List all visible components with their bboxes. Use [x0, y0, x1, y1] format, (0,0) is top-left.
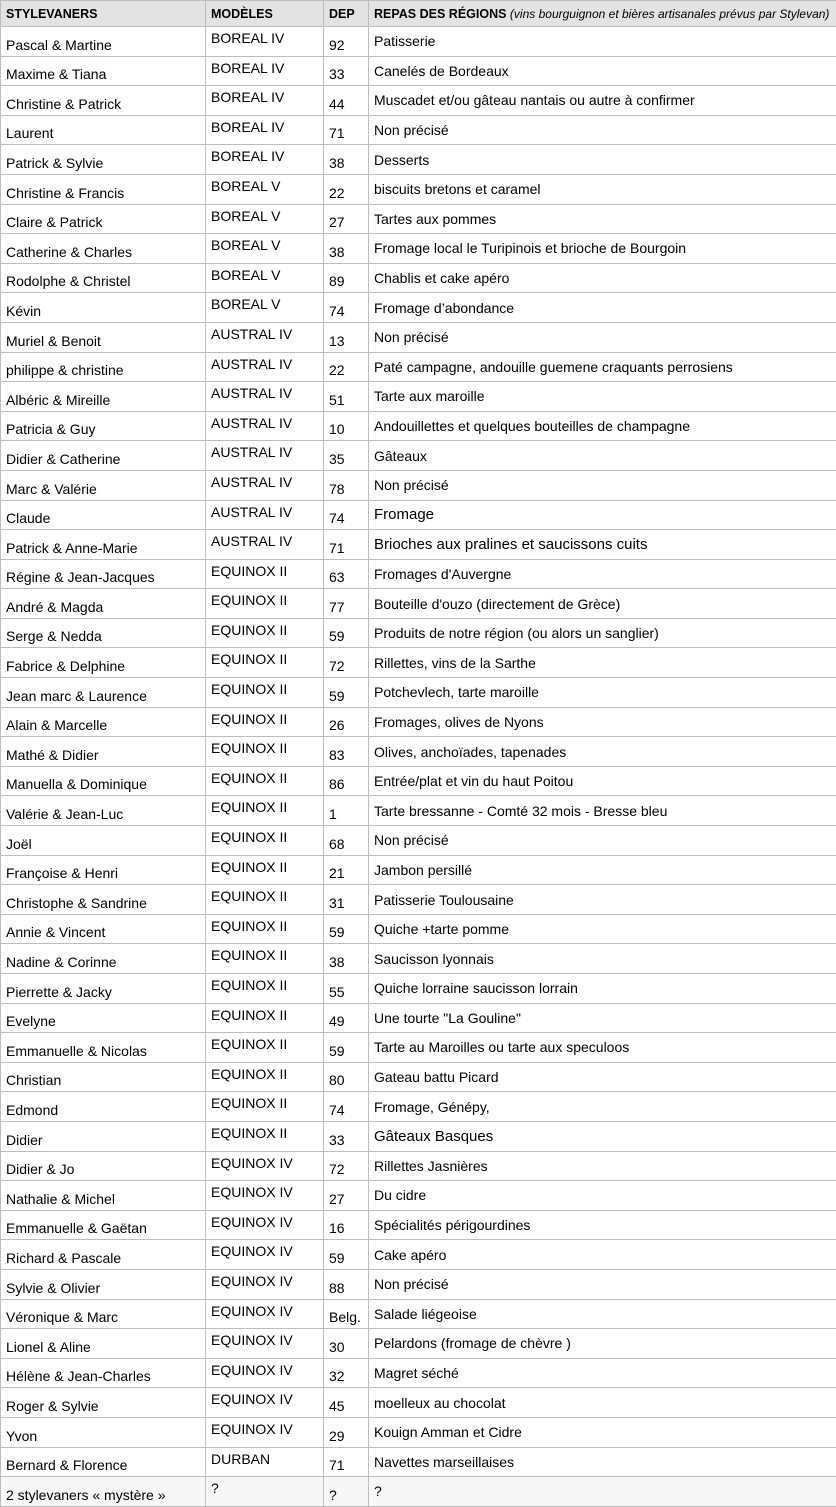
cell-model: BOREAL IV: [206, 145, 324, 175]
cell-model: EQUINOX IV: [206, 1299, 324, 1329]
cell-model: ?: [206, 1477, 324, 1507]
cell-model: EQUINOX II: [206, 1003, 324, 1033]
cell-repas: Kouign Amman et Cidre: [369, 1417, 836, 1447]
cell-dep: 77: [324, 589, 369, 619]
cell-model: EQUINOX II: [206, 737, 324, 767]
cell-stylevaner: Nathalie & Michel: [1, 1181, 206, 1211]
cell-stylevaner: Didier & Jo: [1, 1151, 206, 1181]
cell-repas: Gâteaux: [369, 441, 836, 471]
cell-dep: Belg.: [324, 1299, 369, 1329]
cell-model: BOREAL IV: [206, 27, 324, 57]
cell-model: BOREAL V: [206, 204, 324, 234]
table-row: [1, 1240, 836, 1270]
header-repas-note: (vins bourguignon et bières artisanales prévus par Stylevan): [510, 7, 830, 21]
cell-stylevaner: Hélène & Jean-Charles: [1, 1358, 206, 1388]
cell-model: BOREAL IV: [206, 86, 324, 116]
cell-stylevaner: Claude: [1, 500, 206, 530]
cell-dep: 72: [324, 648, 369, 678]
cell-repas: Desserts: [369, 145, 836, 175]
cell-stylevaner: Serge & Nedda: [1, 618, 206, 648]
cell-stylevaner: Régine & Jean-Jacques: [1, 559, 206, 589]
cell-stylevaner: Patrick & Sylvie: [1, 145, 206, 175]
cell-repas: Saucisson lyonnais: [369, 944, 836, 974]
cell-repas: Gateau battu Picard: [369, 1062, 836, 1092]
cell-model: EQUINOX IV: [206, 1388, 324, 1418]
cell-dep: ?: [324, 1477, 369, 1507]
cell-stylevaner: philippe & christine: [1, 352, 206, 382]
cell-dep: 31: [324, 885, 369, 915]
cell-repas: Salade liégeoise: [369, 1299, 836, 1329]
cell-dep: 59: [324, 1240, 369, 1270]
cell-model: EQUINOX II: [206, 826, 324, 856]
cell-model: EQUINOX IV: [206, 1151, 324, 1181]
cell-model: AUSTRAL IV: [206, 411, 324, 441]
cell-stylevaner: 2 stylevaners « mystère »: [1, 1477, 206, 1507]
table-row: [1, 1299, 836, 1329]
cell-repas: Tarte bressanne - Comté 32 mois - Bresse bleu: [369, 796, 836, 826]
cell-model: EQUINOX II: [206, 589, 324, 619]
cell-stylevaner: Kévin: [1, 293, 206, 323]
cell-stylevaner: Evelyne: [1, 1003, 206, 1033]
table-row: [1, 411, 836, 441]
cell-model: BOREAL IV: [206, 56, 324, 86]
cell-model: BOREAL V: [206, 234, 324, 264]
cell-dep: 27: [324, 1181, 369, 1211]
table-row: [1, 1358, 836, 1388]
cell-model: EQUINOX II: [206, 944, 324, 974]
cell-stylevaner: Roger & Sylvie: [1, 1388, 206, 1418]
cell-stylevaner: Jean marc & Laurence: [1, 678, 206, 708]
cell-repas: Produits de notre région (ou alors un sanglier): [369, 618, 836, 648]
cell-repas: moelleux au chocolat: [369, 1388, 836, 1418]
table-row: [1, 559, 836, 589]
cell-model: EQUINOX II: [206, 1062, 324, 1092]
table-row: [1, 678, 836, 708]
table-row: [1, 1062, 836, 1092]
cell-repas: Fromage local le Turipinois et brioche de Bourgoin: [369, 234, 836, 264]
cell-dep: 89: [324, 263, 369, 293]
table-row: [1, 174, 836, 204]
cell-dep: 26: [324, 707, 369, 737]
cell-stylevaner: Lionel & Aline: [1, 1329, 206, 1359]
table-row: [1, 589, 836, 619]
cell-stylevaner: Albéric & Mireille: [1, 382, 206, 412]
header-repas-label: REPAS DES RÉGIONS: [374, 7, 506, 21]
cell-repas: Navettes marseillaises: [369, 1447, 836, 1477]
table-row: [1, 86, 836, 116]
cell-dep: 71: [324, 1447, 369, 1477]
cell-model: EQUINOX IV: [206, 1181, 324, 1211]
cell-dep: 33: [324, 1121, 369, 1151]
cell-repas: Fromages d'Auvergne: [369, 559, 836, 589]
cell-dep: 29: [324, 1417, 369, 1447]
cell-repas: Paté campagne, andouille guemene craquants perrosiens: [369, 352, 836, 382]
cell-stylevaner: Muriel & Benoit: [1, 322, 206, 352]
cell-model: EQUINOX IV: [206, 1417, 324, 1447]
table-row: [1, 737, 836, 767]
table-row: [1, 885, 836, 915]
cell-dep: 1: [324, 796, 369, 826]
cell-stylevaner: Annie & Vincent: [1, 914, 206, 944]
table-row: [1, 382, 836, 412]
cell-repas: Rillettes Jasnières: [369, 1151, 836, 1181]
table-row: [1, 1329, 836, 1359]
table-row: [1, 648, 836, 678]
cell-repas: Chablis et cake apéro: [369, 263, 836, 293]
table-row: [1, 293, 836, 323]
cell-repas: Tarte aux maroille: [369, 382, 836, 412]
cell-dep: 71: [324, 530, 369, 560]
cell-model: BOREAL V: [206, 263, 324, 293]
cell-stylevaner: Laurent: [1, 115, 206, 145]
cell-stylevaner: Nadine & Corinne: [1, 944, 206, 974]
cell-dep: 78: [324, 470, 369, 500]
table-row: [1, 1151, 836, 1181]
cell-stylevaner: Catherine & Charles: [1, 234, 206, 264]
cell-repas: Brioches aux pralines et saucissons cuits: [369, 530, 836, 560]
cell-repas: Du cidre: [369, 1181, 836, 1211]
cell-stylevaner: Joël: [1, 826, 206, 856]
cell-stylevaner: Yvon: [1, 1417, 206, 1447]
cell-model: EQUINOX II: [206, 1033, 324, 1063]
table-row: [1, 766, 836, 796]
cell-stylevaner: Claire & Patrick: [1, 204, 206, 234]
table-body: [1, 27, 836, 1507]
cell-stylevaner: Pascal & Martine: [1, 27, 206, 57]
cell-dep: 80: [324, 1062, 369, 1092]
cell-dep: 38: [324, 944, 369, 974]
table-row: [1, 145, 836, 175]
cell-model: EQUINOX IV: [206, 1240, 324, 1270]
cell-model: EQUINOX IV: [206, 1269, 324, 1299]
cell-repas: ?: [369, 1477, 836, 1507]
cell-repas: Quiche +tarte pomme: [369, 914, 836, 944]
table-row: [1, 914, 836, 944]
table-row: [1, 530, 836, 560]
cell-repas: Cake apéro: [369, 1240, 836, 1270]
cell-stylevaner: Didier & Catherine: [1, 441, 206, 471]
table-row: [1, 1210, 836, 1240]
table-row: [1, 796, 836, 826]
cell-repas: Pelardons (fromage de chèvre ): [369, 1329, 836, 1359]
table-row: [1, 27, 836, 57]
cell-repas: Non précisé: [369, 470, 836, 500]
header-row: [1, 1, 836, 27]
table-row: [1, 1092, 836, 1122]
table-row: [1, 1033, 836, 1063]
table-row: [1, 1477, 836, 1507]
header-dep: DEP: [324, 1, 369, 27]
cell-stylevaner: Patrick & Anne-Marie: [1, 530, 206, 560]
cell-stylevaner: Christophe & Sandrine: [1, 885, 206, 915]
table-row: [1, 855, 836, 885]
cell-dep: 32: [324, 1358, 369, 1388]
cell-stylevaner: Fabrice & Delphine: [1, 648, 206, 678]
cell-dep: 71: [324, 115, 369, 145]
cell-stylevaner: Patricia & Guy: [1, 411, 206, 441]
cell-dep: 45: [324, 1388, 369, 1418]
cell-model: EQUINOX II: [206, 707, 324, 737]
header-modeles: MODÈLES: [206, 1, 324, 27]
cell-repas: Quiche lorraine saucisson lorrain: [369, 974, 836, 1004]
cell-repas: Rillettes, vins de la Sarthe: [369, 648, 836, 678]
cell-repas: Fromage, Génépy,: [369, 1092, 836, 1122]
table-row: [1, 974, 836, 1004]
cell-stylevaner: Pierrette & Jacky: [1, 974, 206, 1004]
cell-dep: 59: [324, 618, 369, 648]
cell-stylevaner: Sylvie & Olivier: [1, 1269, 206, 1299]
cell-dep: 10: [324, 411, 369, 441]
table-row: [1, 470, 836, 500]
cell-model: AUSTRAL IV: [206, 352, 324, 382]
cell-dep: 51: [324, 382, 369, 412]
cell-dep: 22: [324, 352, 369, 382]
cell-stylevaner: Christian: [1, 1062, 206, 1092]
cell-stylevaner: Emmanuelle & Gaëtan: [1, 1210, 206, 1240]
cell-dep: 33: [324, 56, 369, 86]
cell-model: BOREAL V: [206, 174, 324, 204]
cell-model: EQUINOX II: [206, 855, 324, 885]
cell-repas: Patisserie Toulousaine: [369, 885, 836, 915]
cell-dep: 72: [324, 1151, 369, 1181]
cell-dep: 74: [324, 1092, 369, 1122]
cell-repas: Canelés de Bordeaux: [369, 56, 836, 86]
cell-model: AUSTRAL IV: [206, 500, 324, 530]
table-row: [1, 707, 836, 737]
cell-stylevaner: Mathé & Didier: [1, 737, 206, 767]
cell-model: BOREAL V: [206, 293, 324, 323]
cell-model: AUSTRAL IV: [206, 441, 324, 471]
table-row: [1, 115, 836, 145]
cell-dep: 49: [324, 1003, 369, 1033]
cell-stylevaner: Valérie & Jean-Luc: [1, 796, 206, 826]
cell-model: EQUINOX IV: [206, 1210, 324, 1240]
table-row: [1, 1269, 836, 1299]
cell-repas: Fromages, olives de Nyons: [369, 707, 836, 737]
cell-model: EQUINOX II: [206, 796, 324, 826]
table-row: [1, 441, 836, 471]
cell-repas: Muscadet et/ou gâteau nantais ou autre à confirmer: [369, 86, 836, 116]
cell-model: EQUINOX II: [206, 885, 324, 915]
cell-repas: biscuits bretons et caramel: [369, 174, 836, 204]
cell-model: EQUINOX II: [206, 618, 324, 648]
cell-stylevaner: André & Magda: [1, 589, 206, 619]
cell-stylevaner: Véronique & Marc: [1, 1299, 206, 1329]
cell-repas: Olives, anchoïades, tapenades: [369, 737, 836, 767]
cell-dep: 92: [324, 27, 369, 57]
cell-stylevaner: Didier: [1, 1121, 206, 1151]
table-row: [1, 204, 836, 234]
cell-model: EQUINOX II: [206, 648, 324, 678]
header-repas: [369, 1, 836, 27]
cell-dep: 55: [324, 974, 369, 1004]
table-row: [1, 56, 836, 86]
cell-repas: Andouillettes et quelques bouteilles de champagne: [369, 411, 836, 441]
cell-repas: Jambon persillé: [369, 855, 836, 885]
cell-dep: 27: [324, 204, 369, 234]
cell-dep: 68: [324, 826, 369, 856]
cell-repas: Tartes aux pommes: [369, 204, 836, 234]
cell-model: BOREAL IV: [206, 115, 324, 145]
cell-dep: 83: [324, 737, 369, 767]
cell-stylevaner: Rodolphe & Christel: [1, 263, 206, 293]
table-row: [1, 618, 836, 648]
cell-dep: 63: [324, 559, 369, 589]
cell-dep: 74: [324, 293, 369, 323]
table-row: [1, 352, 836, 382]
table-row: [1, 234, 836, 264]
cell-model: EQUINOX II: [206, 766, 324, 796]
cell-repas: Potchevlech, tarte maroille: [369, 678, 836, 708]
cell-dep: 30: [324, 1329, 369, 1359]
cell-model: EQUINOX II: [206, 974, 324, 1004]
table-row: [1, 322, 836, 352]
cell-repas: Une tourte "La Gouline": [369, 1003, 836, 1033]
cell-stylevaner: Marc & Valérie: [1, 470, 206, 500]
cell-model: EQUINOX II: [206, 1092, 324, 1122]
cell-dep: 86: [324, 766, 369, 796]
cell-stylevaner: Bernard & Florence: [1, 1447, 206, 1477]
cell-model: EQUINOX II: [206, 559, 324, 589]
cell-model: AUSTRAL IV: [206, 322, 324, 352]
cell-dep: 22: [324, 174, 369, 204]
cell-stylevaner: Alain & Marcelle: [1, 707, 206, 737]
cell-model: EQUINOX II: [206, 1121, 324, 1151]
cell-repas: Tarte au Maroilles ou tarte aux speculoos: [369, 1033, 836, 1063]
cell-repas: Fromage d’abondance: [369, 293, 836, 323]
table-row: [1, 944, 836, 974]
header-stylevaners: STYLEVANERS: [1, 1, 206, 27]
cell-dep: 16: [324, 1210, 369, 1240]
table-row: [1, 500, 836, 530]
cell-model: DURBAN: [206, 1447, 324, 1477]
cell-repas: Gâteaux Basques: [369, 1121, 836, 1151]
cell-repas: Non précisé: [369, 1269, 836, 1299]
cell-model: EQUINOX II: [206, 678, 324, 708]
cell-dep: 74: [324, 500, 369, 530]
cell-repas: Non précisé: [369, 322, 836, 352]
cell-model: AUSTRAL IV: [206, 530, 324, 560]
cell-dep: 38: [324, 145, 369, 175]
cell-model: EQUINOX II: [206, 914, 324, 944]
cell-repas: Fromage: [369, 500, 836, 530]
cell-dep: 44: [324, 86, 369, 116]
cell-stylevaner: Edmond: [1, 1092, 206, 1122]
cell-dep: 59: [324, 1033, 369, 1063]
cell-model: AUSTRAL IV: [206, 470, 324, 500]
cell-stylevaner: Richard & Pascale: [1, 1240, 206, 1270]
cell-dep: 13: [324, 322, 369, 352]
cell-repas: Entrée/plat et vin du haut Poitou: [369, 766, 836, 796]
cell-stylevaner: Manuella & Dominique: [1, 766, 206, 796]
cell-repas: Patisserie: [369, 27, 836, 57]
cell-repas: Non précisé: [369, 826, 836, 856]
cell-dep: 21: [324, 855, 369, 885]
cell-repas: Non précisé: [369, 115, 836, 145]
cell-repas: Bouteille d'ouzo (directement de Grèce): [369, 589, 836, 619]
cell-stylevaner: Christine & Patrick: [1, 86, 206, 116]
cell-model: EQUINOX IV: [206, 1329, 324, 1359]
table-row: [1, 1417, 836, 1447]
cell-dep: 88: [324, 1269, 369, 1299]
cell-dep: 59: [324, 914, 369, 944]
cell-stylevaner: Emmanuelle & Nicolas: [1, 1033, 206, 1063]
cell-repas: Spécialités périgourdines: [369, 1210, 836, 1240]
cell-dep: 59: [324, 678, 369, 708]
table-row: [1, 1447, 836, 1477]
table-row: [1, 263, 836, 293]
cell-stylevaner: Maxime & Tiana: [1, 56, 206, 86]
cell-repas: Magret séché: [369, 1358, 836, 1388]
table-row: [1, 1181, 836, 1211]
table-row: [1, 826, 836, 856]
table-row: [1, 1003, 836, 1033]
cell-stylevaner: Christine & Francis: [1, 174, 206, 204]
cell-stylevaner: Françoise & Henri: [1, 855, 206, 885]
cell-model: EQUINOX IV: [206, 1358, 324, 1388]
cell-model: AUSTRAL IV: [206, 382, 324, 412]
cell-dep: 38: [324, 234, 369, 264]
table-row: [1, 1121, 836, 1151]
table-row: [1, 1388, 836, 1418]
cell-dep: 35: [324, 441, 369, 471]
